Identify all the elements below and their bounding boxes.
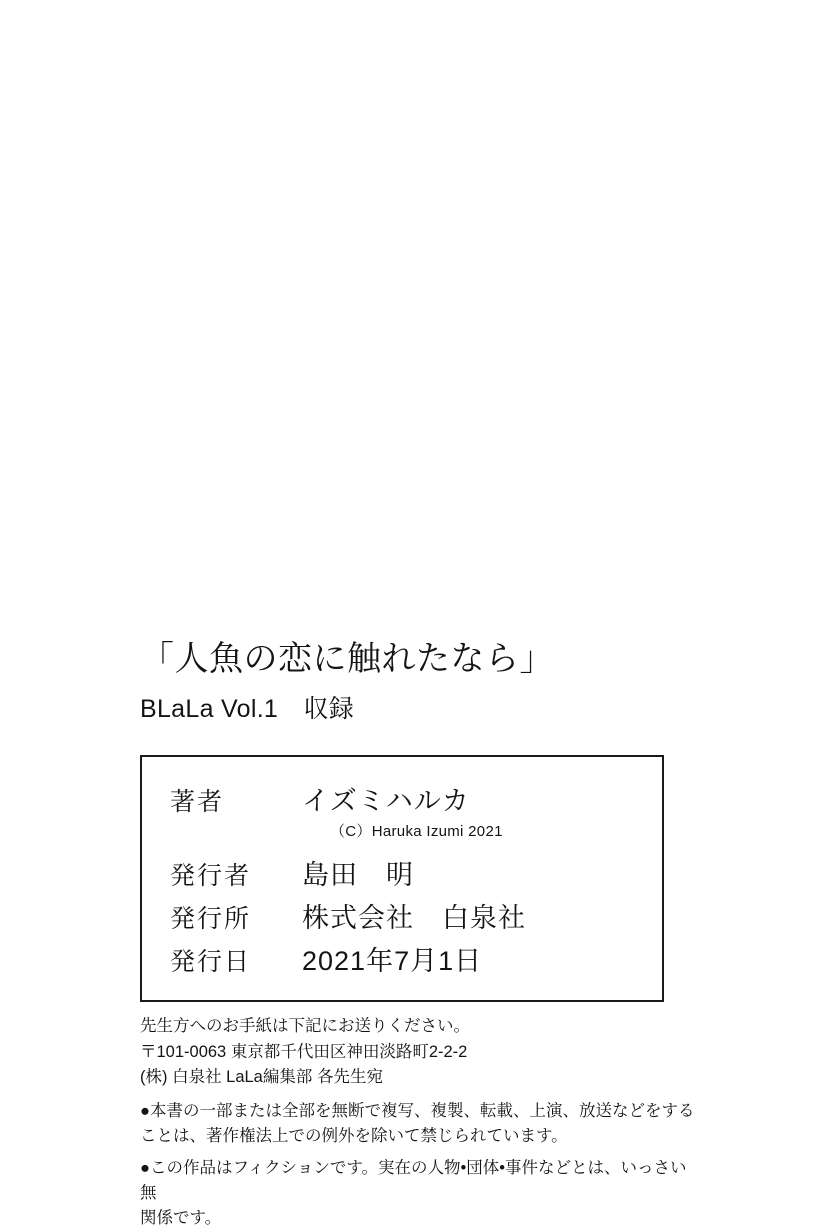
- copyright-text: （C）Haruka Izumi 2021: [330, 823, 503, 841]
- address-line-2: (株) 白泉社 LaLa編集部 各先生宛: [140, 1068, 383, 1087]
- credit-value-publisher: 株式会社 白泉社: [302, 903, 526, 934]
- work-title: 「人魚の恋に触れたなら」: [140, 640, 554, 678]
- address-line-1: 〒101-0063 東京都千代田区神田淡路町2-2-2: [140, 1042, 468, 1061]
- letters-heading: 先生方へのお手紙は下記にお送りください。: [140, 1017, 470, 1036]
- credit-row-author: [142, 779, 662, 818]
- work-subtitle: BLaLa Vol.1 収録: [140, 695, 355, 724]
- credit-row-publisher-person: [142, 853, 662, 892]
- credit-label-date: 発行日: [170, 948, 252, 977]
- copyright-notice-line-1: ●本書の一部または全部を無断で複写、複製、転載、上演、放送などをする: [140, 1101, 695, 1120]
- copyright-notice-line-2: ことは、著作権法上での例外を除いて禁じられています。: [140, 1126, 568, 1145]
- copyright-notice: [140, 1099, 700, 1149]
- credit-value-author: イズミハルカ: [302, 786, 470, 817]
- credit-value-date: 2021年7月1日: [302, 946, 483, 977]
- credit-label-publisher-person: 発行者: [170, 862, 252, 891]
- fiction-notice: [140, 1156, 700, 1230]
- credit-label-publisher: 発行所: [170, 905, 252, 934]
- credit-row-publisher: [142, 896, 662, 935]
- credits-box: [140, 755, 664, 1002]
- credit-value-publisher-person: 島田 明: [302, 860, 414, 891]
- notes-block: [140, 1014, 700, 1230]
- credit-row-date: [142, 939, 662, 978]
- fiction-notice-line-1: ●この作品はフィクションです。実在の人物•団体•事件などとは、いっさい無: [140, 1159, 687, 1203]
- fiction-notice-line-2: 関係です。: [140, 1208, 222, 1227]
- colophon-block: [140, 640, 700, 1231]
- credit-label-author: 著者: [170, 788, 225, 817]
